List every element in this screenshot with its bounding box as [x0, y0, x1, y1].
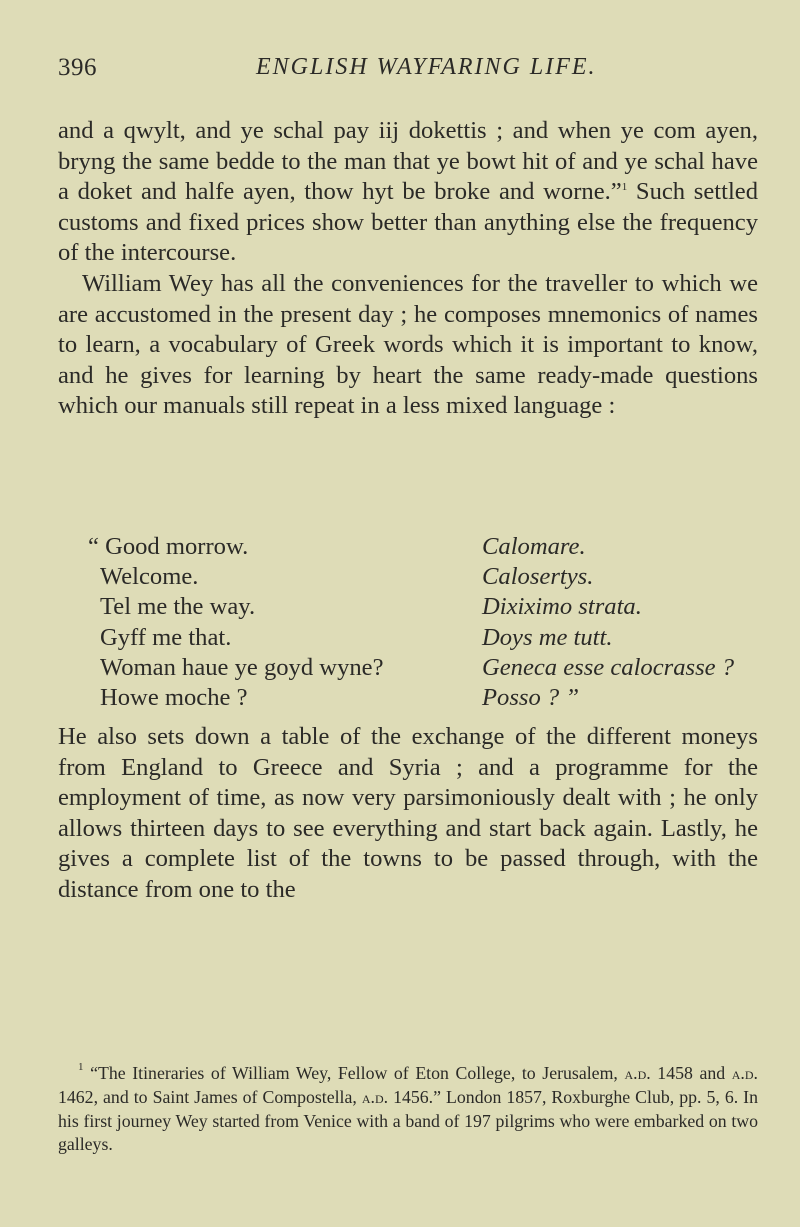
paragraph-1-text-b: Such settled customs and fixed prices show better than anything else the frequency of the intercourse.: [58, 178, 758, 267]
footnote-era-1: a.d.: [624, 1063, 651, 1083]
phrase-greek: Posso ? ”: [482, 683, 580, 711]
footnote-reference: 1: [621, 181, 628, 194]
phrase-english: Howe moche ?: [100, 683, 248, 711]
footnote-era-2: a.d.: [731, 1063, 758, 1083]
paragraph-quote-continuation: [58, 116, 758, 269]
phrase-english: Woman haue ye goyd wyne?: [100, 653, 384, 681]
phrase-greek: Doys me tutt.: [482, 623, 613, 651]
footnote-text: [58, 1062, 758, 1157]
phrase-row: [88, 532, 778, 562]
main-text-upper: [58, 116, 758, 422]
footnote-mark: 1: [78, 1061, 84, 1073]
paragraph-william-wey: [58, 269, 758, 422]
paragraph-2-text: William Wey has all the conveniences for the traveller to which we are accustomed in the present day ; he composes mnemonics of names to learn, a vocabulary of Greek words which it is important to know, and he gives for learning by heart the same ready-made questions which our manuals still repeat in a less mixed language :: [58, 269, 758, 420]
footnote-text-c: 1462, and to Saint James of Compostella,: [58, 1086, 362, 1107]
footnote-text-a: “The Itineraries of William Wey, Fellow of Eton College, to Jerusalem,: [83, 1063, 625, 1083]
phrase-row: [88, 592, 778, 622]
phrase-greek: Calomare.: [482, 533, 586, 560]
footnote: [58, 1062, 758, 1157]
footnote-text-b: 1458 and: [650, 1063, 732, 1083]
page-number: 396: [58, 54, 97, 81]
paragraph-exchange-table: [58, 722, 758, 906]
phrase-greek: Dixiximo strata.: [482, 593, 642, 621]
main-text-lower: [58, 722, 758, 906]
running-head: ENGLISH WAYFARING LIFE.: [256, 54, 597, 80]
phrase-row: [88, 683, 778, 713]
phrase-row: [88, 562, 778, 592]
phrase-greek: Geneca esse calocrasse ?: [482, 653, 735, 681]
paragraph-3-text: He also sets down a table of the exchange of the different moneys from England to Greece and Syria ; and a programme for the employment of time, as now very parsimoniously dealt with ; he only allows thirteen days to see everything and start back again. Lastly, he gives a complete list of the towns to be passed through, with the distance from one to the: [58, 723, 758, 903]
phrase-english: “ Good morrow.: [88, 533, 249, 560]
footnote-text-d: 1456.” London 1857, Roxburghe Club, pp. 5, 6. In his first journey Wey started from Venice with a band of 197 pilgrims who were embarked on two galleys.: [58, 1086, 758, 1155]
page-header: [58, 54, 758, 90]
phrase-list: [88, 532, 778, 713]
phrase-english: Welcome.: [100, 563, 199, 591]
footnote-era-3: a.d.: [361, 1086, 389, 1107]
phrase-greek: Calosertys.: [482, 563, 594, 591]
phrase-english: Gyff me that.: [100, 623, 232, 651]
phrase-row: [88, 653, 778, 683]
paragraph-1-text-a: and a qwylt, and ye schal pay iij dokettis ; and when ye com ayen, bryng the same bedde to the man that ye bowt hit of and ye schal have a doket and halfe ayen, thow hyt be broke and worne.”: [58, 117, 758, 206]
phrase-row: [88, 623, 778, 653]
phrase-english: Tel me the way.: [100, 593, 256, 621]
